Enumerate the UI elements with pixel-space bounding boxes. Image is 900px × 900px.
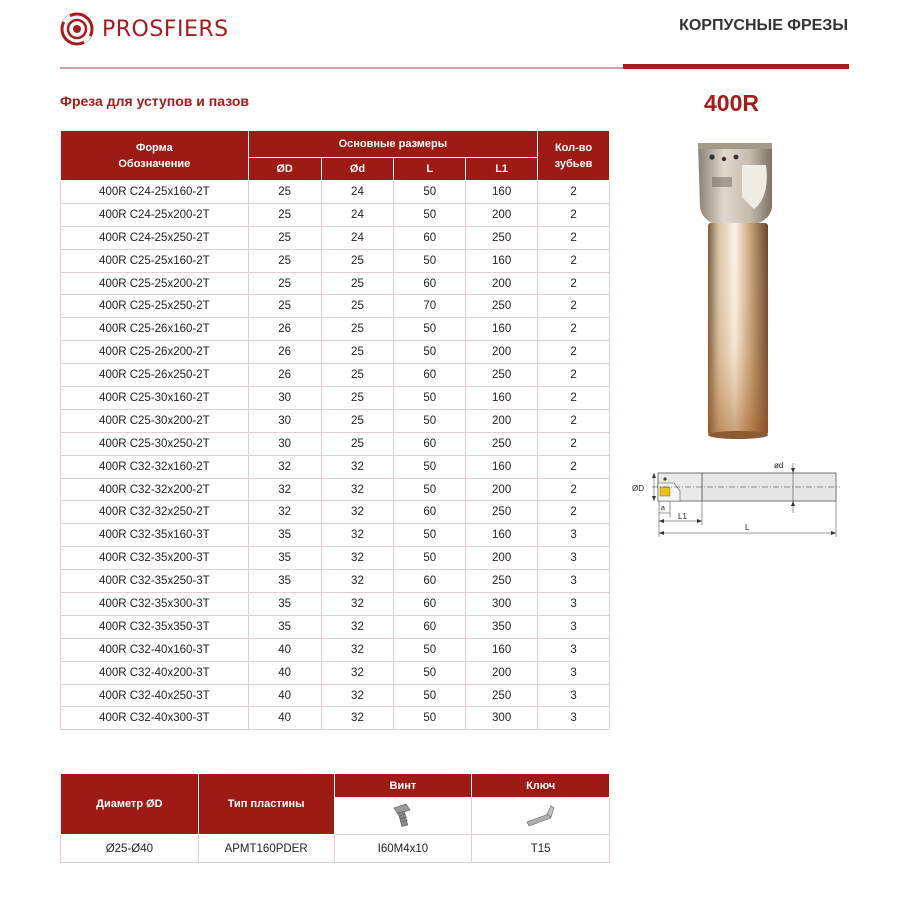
cell-code: 400R C25-26x160-2T: [61, 318, 249, 341]
cell-d: 32: [321, 524, 394, 547]
dimensions-table-body: [61, 181, 610, 730]
cell-d: 25: [321, 318, 394, 341]
header-designation-line1: Форма: [135, 141, 173, 154]
cell-L: 50: [394, 387, 466, 410]
table-row: [61, 226, 610, 249]
cell-L1: 200: [466, 203, 538, 226]
cell-z: 2: [538, 272, 610, 295]
parts-header-insert: Тип пластины: [198, 774, 334, 835]
parts-header-screw: Винт: [334, 774, 472, 798]
cell-code: 400R C25-30x200-2T: [61, 409, 249, 432]
cell-D: 25: [248, 295, 321, 318]
cell-L1: 200: [466, 661, 538, 684]
cell-L1: 250: [466, 364, 538, 387]
cell-L: 60: [394, 364, 466, 387]
cell-code: 400R C25-25x160-2T: [61, 249, 249, 272]
cell-z: 2: [538, 364, 610, 387]
cell-z: 3: [538, 615, 610, 638]
dimensions-table: [60, 130, 610, 730]
parts-header-key: Ключ: [472, 774, 610, 798]
cell-L1: 250: [466, 226, 538, 249]
header-col-L: L: [394, 158, 466, 181]
cell-L1: 250: [466, 684, 538, 707]
cell-z: 3: [538, 547, 610, 570]
cell-D: 32: [248, 455, 321, 478]
drawing-label-a: a: [661, 505, 665, 512]
table-row: [61, 638, 610, 661]
parts-screw: I60M4x10: [334, 835, 472, 863]
table-row: [61, 295, 610, 318]
cell-code: 400R C25-30x250-2T: [61, 432, 249, 455]
catalog-title: КОРПУСНЫЕ ФРЕЗЫ: [679, 17, 848, 34]
table-row: [61, 684, 610, 707]
cell-D: 26: [248, 341, 321, 364]
header-col-L1: L1: [466, 158, 538, 181]
screw-icon: [388, 800, 418, 830]
cell-z: 2: [538, 478, 610, 501]
cell-code: 400R C25-25x200-2T: [61, 272, 249, 295]
drawing-label-L1: L1: [678, 512, 687, 521]
cell-D: 35: [248, 615, 321, 638]
cell-L1: 160: [466, 318, 538, 341]
cell-L1: 160: [466, 638, 538, 661]
cell-D: 40: [248, 638, 321, 661]
cell-L: 60: [394, 226, 466, 249]
series-title: 400R: [704, 90, 759, 116]
cell-d: 32: [321, 638, 394, 661]
brand-name: PROSFIERS: [102, 16, 229, 42]
header-designation-line2: Обозначение: [118, 157, 191, 170]
cell-D: 35: [248, 547, 321, 570]
cell-z: 2: [538, 203, 610, 226]
cell-z: 3: [538, 661, 610, 684]
cell-code: 400R C24-25x200-2T: [61, 203, 249, 226]
key-image-cell: [472, 798, 610, 835]
cell-L1: 250: [466, 295, 538, 318]
cell-D: 25: [248, 226, 321, 249]
cell-L: 50: [394, 547, 466, 570]
cell-d: 32: [321, 661, 394, 684]
cell-L: 70: [394, 295, 466, 318]
cell-L: 50: [394, 661, 466, 684]
cell-d: 25: [321, 272, 394, 295]
cell-L1: 250: [466, 432, 538, 455]
header-col-d: Ød: [321, 158, 394, 181]
cell-z: 2: [538, 455, 610, 478]
parts-key: T15: [472, 835, 610, 863]
cell-code: 400R C32-35x200-3T: [61, 547, 249, 570]
cell-L: 60: [394, 593, 466, 616]
header-col-D: ØD: [248, 158, 321, 181]
cell-L: 50: [394, 318, 466, 341]
cell-L: 60: [394, 272, 466, 295]
table-row: [61, 203, 610, 226]
cell-d: 32: [321, 615, 394, 638]
cell-D: 35: [248, 524, 321, 547]
table-row: [61, 455, 610, 478]
table-row: [61, 615, 610, 638]
cell-d: 32: [321, 501, 394, 524]
cell-D: 25: [248, 249, 321, 272]
cell-z: 2: [538, 409, 610, 432]
brand-logo-icon: [60, 12, 94, 46]
cell-L1: 200: [466, 547, 538, 570]
cell-L1: 250: [466, 570, 538, 593]
table-row: [61, 387, 610, 410]
parts-diameter: Ø25-Ø40: [61, 835, 199, 863]
cell-L: 50: [394, 707, 466, 730]
header-teeth-line2: зубьев: [554, 157, 593, 170]
cell-L: 50: [394, 478, 466, 501]
table-row: [61, 318, 610, 341]
cell-z: 2: [538, 387, 610, 410]
cell-L: 50: [394, 684, 466, 707]
torx-key-icon: [523, 800, 559, 830]
cell-code: 400R C32-40x300-3T: [61, 707, 249, 730]
cell-z: 3: [538, 684, 610, 707]
cell-L1: 300: [466, 707, 538, 730]
table-row: [61, 501, 610, 524]
cell-d: 32: [321, 547, 394, 570]
table-row: [61, 547, 610, 570]
table-row: [61, 661, 610, 684]
cell-L1: 160: [466, 524, 538, 547]
parts-table: [60, 773, 610, 863]
cell-d: 25: [321, 295, 394, 318]
table-row: [61, 341, 610, 364]
cell-z: 2: [538, 249, 610, 272]
parts-header-diameter: Диаметр ØD: [61, 774, 199, 835]
cell-D: 35: [248, 593, 321, 616]
drawing-label-D: ØD: [632, 484, 644, 493]
cell-D: 30: [248, 409, 321, 432]
cell-D: 30: [248, 432, 321, 455]
parts-insert: APMT160PDER: [198, 835, 334, 863]
drawing-label-d: ød: [774, 461, 784, 470]
header-teeth: [538, 131, 610, 181]
cell-L1: 350: [466, 615, 538, 638]
cell-L1: 300: [466, 593, 538, 616]
table-row: [61, 364, 610, 387]
table-row: [61, 570, 610, 593]
cell-z: 2: [538, 318, 610, 341]
cell-L: 50: [394, 249, 466, 272]
cell-d: 32: [321, 570, 394, 593]
cell-L: 50: [394, 203, 466, 226]
cell-code: 400R C25-26x200-2T: [61, 341, 249, 364]
cell-D: 25: [248, 181, 321, 204]
cell-L1: 160: [466, 455, 538, 478]
cell-L: 60: [394, 501, 466, 524]
cell-d: 24: [321, 181, 394, 204]
cell-D: 25: [248, 272, 321, 295]
cell-d: 25: [321, 432, 394, 455]
cell-z: 2: [538, 501, 610, 524]
table-row: [61, 524, 610, 547]
cell-D: 40: [248, 684, 321, 707]
cell-z: 3: [538, 570, 610, 593]
table-row: [61, 181, 610, 204]
cell-code: 400R C32-32x250-2T: [61, 501, 249, 524]
cell-d: 32: [321, 684, 394, 707]
cell-code: 400R C32-35x160-3T: [61, 524, 249, 547]
cell-z: 2: [538, 341, 610, 364]
table-row: [61, 432, 610, 455]
cell-L1: 200: [466, 341, 538, 364]
cell-d: 32: [321, 593, 394, 616]
cell-L1: 200: [466, 272, 538, 295]
cell-D: 26: [248, 364, 321, 387]
table-row: [61, 478, 610, 501]
section-title: Фреза для уступов и пазов: [60, 93, 249, 109]
cell-d: 25: [321, 341, 394, 364]
cell-L1: 160: [466, 387, 538, 410]
cell-L: 50: [394, 524, 466, 547]
cell-z: 2: [538, 295, 610, 318]
end-mill-image: [692, 137, 778, 442]
table-row: [61, 409, 610, 432]
cell-d: 32: [321, 478, 394, 501]
cell-L: 50: [394, 638, 466, 661]
cell-code: 400R C32-40x250-3T: [61, 684, 249, 707]
cell-z: 3: [538, 593, 610, 616]
header-accent-bar: [623, 64, 849, 69]
cell-D: 25: [248, 203, 321, 226]
cell-d: 25: [321, 387, 394, 410]
cell-d: 25: [321, 409, 394, 432]
cell-code: 400R C24-25x160-2T: [61, 181, 249, 204]
table-row: [61, 249, 610, 272]
cell-L: 60: [394, 570, 466, 593]
cell-z: 3: [538, 524, 610, 547]
cell-code: 400R C25-30x160-2T: [61, 387, 249, 410]
header-teeth-line1: Кол-во: [554, 141, 593, 154]
cell-z: 2: [538, 432, 610, 455]
cell-d: 25: [321, 249, 394, 272]
cell-L1: 160: [466, 249, 538, 272]
cell-L: 60: [394, 615, 466, 638]
cell-code: 400R C32-40x160-3T: [61, 638, 249, 661]
cell-D: 40: [248, 661, 321, 684]
cell-code: 400R C25-26x250-2T: [61, 364, 249, 387]
table-row: [61, 272, 610, 295]
cell-z: 3: [538, 638, 610, 661]
cell-L: 50: [394, 341, 466, 364]
cell-d: 24: [321, 226, 394, 249]
cell-z: 3: [538, 707, 610, 730]
cell-L1: 200: [466, 409, 538, 432]
table-row: [61, 707, 610, 730]
screw-image-cell: [334, 798, 472, 835]
cell-code: 400R C32-35x350-3T: [61, 615, 249, 638]
brand-logo: [60, 10, 229, 48]
cell-D: 26: [248, 318, 321, 341]
cell-d: 25: [321, 364, 394, 387]
cell-L: 60: [394, 432, 466, 455]
cell-D: 40: [248, 707, 321, 730]
cell-D: 35: [248, 570, 321, 593]
cell-d: 32: [321, 707, 394, 730]
cell-code: 400R C25-25x250-2T: [61, 295, 249, 318]
drawing-label-L: L: [745, 523, 750, 532]
cell-L: 50: [394, 181, 466, 204]
cell-D: 32: [248, 478, 321, 501]
dimension-drawing: [628, 455, 843, 540]
cell-L1: 160: [466, 181, 538, 204]
table-row: [61, 593, 610, 616]
cell-L1: 200: [466, 478, 538, 501]
cell-L: 50: [394, 409, 466, 432]
cell-code: 400R C32-40x200-3T: [61, 661, 249, 684]
header-designation: [61, 131, 249, 181]
cell-code: 400R C32-35x300-3T: [61, 593, 249, 616]
cell-code: 400R C24-25x250-2T: [61, 226, 249, 249]
header-dimensions-group: Основные размеры: [248, 131, 537, 158]
cell-code: 400R C32-32x200-2T: [61, 478, 249, 501]
cell-d: 24: [321, 203, 394, 226]
cell-code: 400R C32-35x250-3T: [61, 570, 249, 593]
cell-z: 2: [538, 181, 610, 204]
cell-D: 30: [248, 387, 321, 410]
cell-L1: 250: [466, 501, 538, 524]
cell-L: 50: [394, 455, 466, 478]
cell-d: 32: [321, 455, 394, 478]
cell-z: 2: [538, 226, 610, 249]
cell-D: 32: [248, 501, 321, 524]
cell-code: 400R C32-32x160-2T: [61, 455, 249, 478]
